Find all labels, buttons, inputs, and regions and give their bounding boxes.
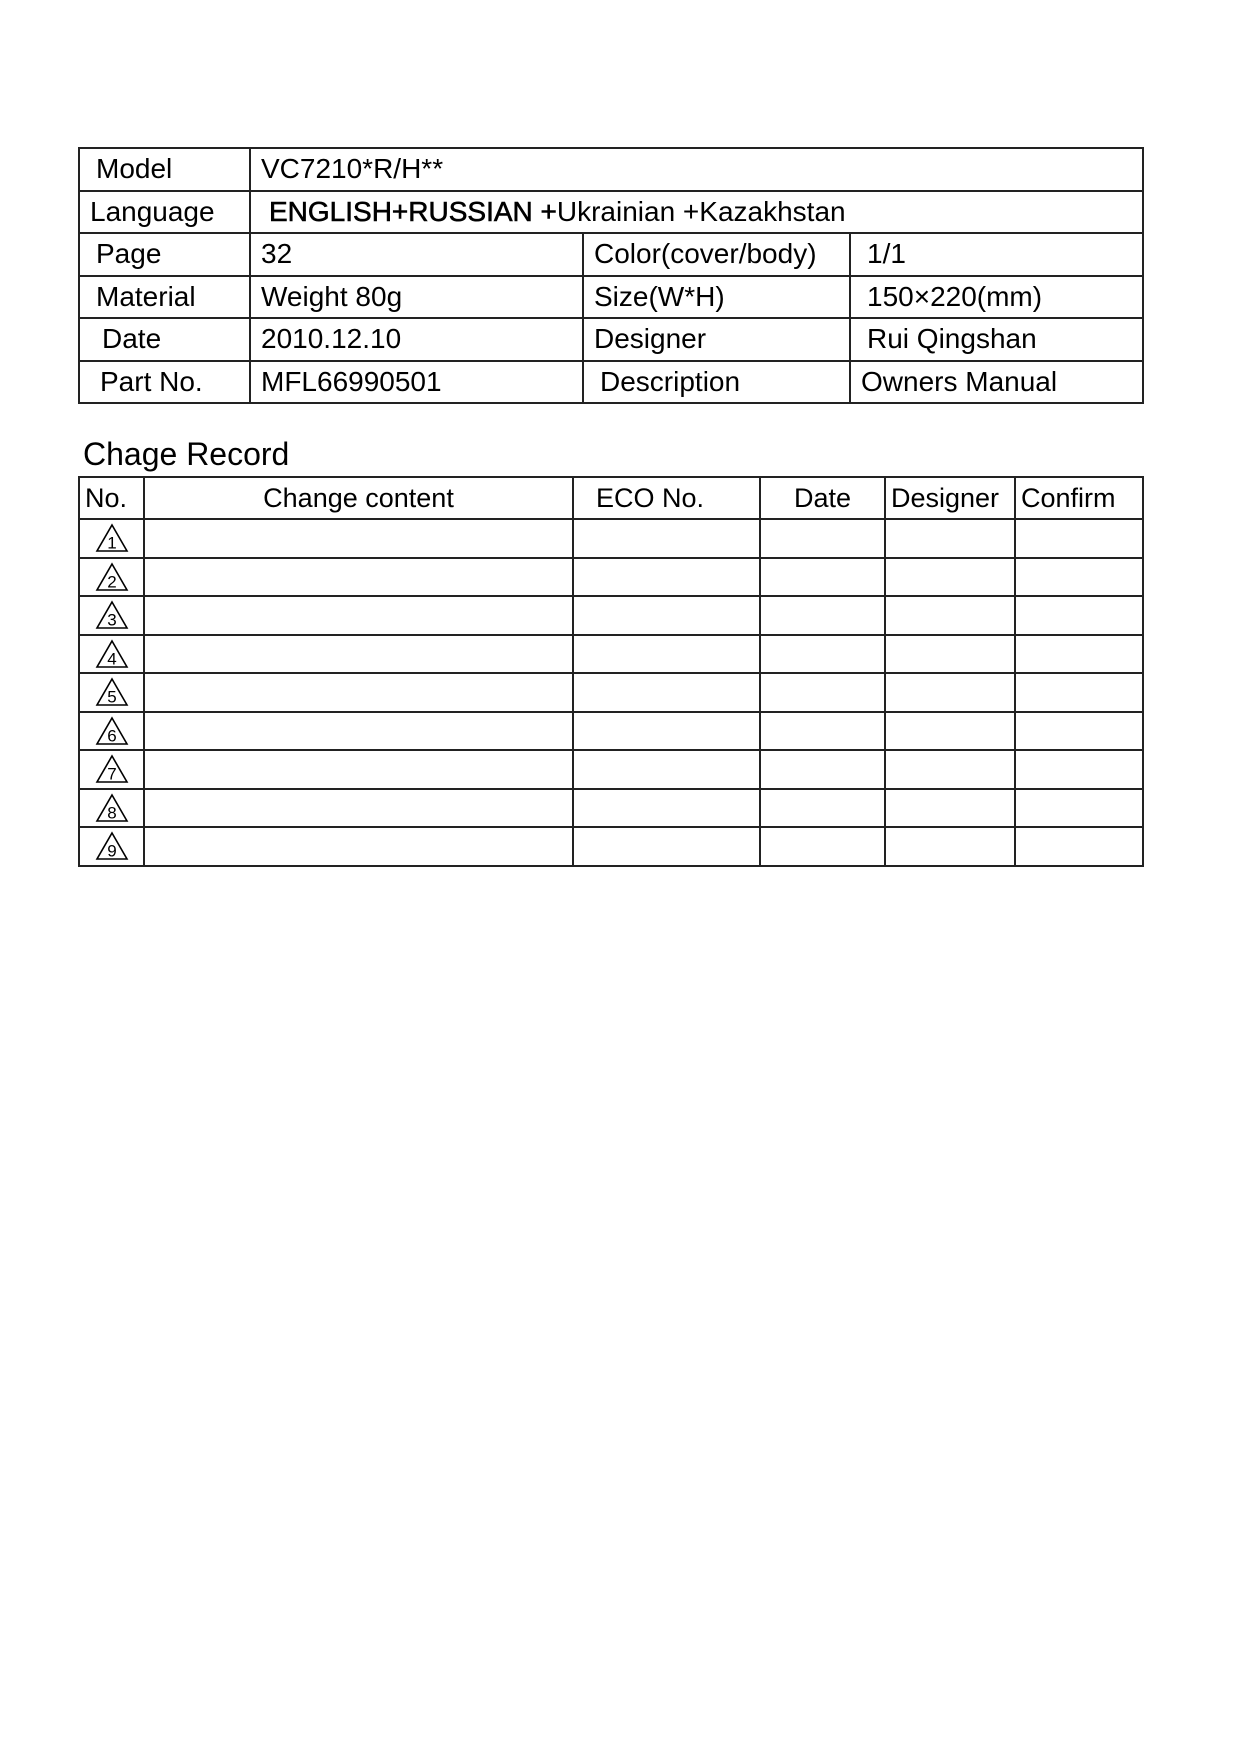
date-value: 2010.12.10 bbox=[250, 318, 583, 361]
material-value: Weight 80g bbox=[250, 276, 583, 319]
header-designer: Designer bbox=[885, 477, 1015, 519]
table-row bbox=[79, 596, 1143, 635]
header-confirm: Confirm bbox=[1015, 477, 1143, 519]
eco-no-cell bbox=[573, 596, 760, 635]
revision-number: 9 bbox=[106, 841, 117, 861]
designer-cell bbox=[885, 519, 1015, 558]
revision-number: 1 bbox=[106, 533, 117, 553]
page-value: 32 bbox=[250, 233, 583, 276]
table-row bbox=[79, 673, 1143, 712]
date-cell bbox=[760, 519, 885, 558]
material-label: Material bbox=[79, 276, 250, 319]
header-change-content: Change content bbox=[144, 477, 573, 519]
revision-number: 7 bbox=[106, 764, 117, 784]
date-cell bbox=[760, 558, 885, 597]
part-no-value: MFL66990501 bbox=[250, 361, 583, 404]
designer-cell bbox=[885, 673, 1015, 712]
revision-triangle-icon bbox=[95, 754, 129, 784]
eco-no-cell bbox=[573, 750, 760, 789]
language-label: Language bbox=[79, 191, 250, 234]
confirm-cell bbox=[1015, 519, 1143, 558]
revision-number: 4 bbox=[106, 649, 117, 669]
spec-row-part-no bbox=[79, 361, 1143, 404]
revision-number-cell bbox=[79, 635, 144, 674]
color-value: 1/1 bbox=[850, 233, 1143, 276]
revision-number: 3 bbox=[106, 610, 117, 630]
header-date: Date bbox=[760, 477, 885, 519]
confirm-cell bbox=[1015, 673, 1143, 712]
spec-row-page bbox=[79, 233, 1143, 276]
eco-no-cell bbox=[573, 712, 760, 751]
designer-cell bbox=[885, 827, 1015, 866]
revision-number-cell bbox=[79, 712, 144, 751]
change-content-cell bbox=[144, 789, 573, 828]
confirm-cell bbox=[1015, 558, 1143, 597]
designer-cell bbox=[885, 712, 1015, 751]
revision-number-cell bbox=[79, 789, 144, 828]
revision-number: 6 bbox=[106, 726, 117, 746]
spec-row-model bbox=[79, 148, 1143, 191]
revision-number: 5 bbox=[106, 687, 117, 707]
confirm-cell bbox=[1015, 750, 1143, 789]
designer-label: Designer bbox=[583, 318, 850, 361]
part-no-label: Part No. bbox=[79, 361, 250, 404]
date-cell bbox=[760, 789, 885, 828]
page-label: Page bbox=[79, 233, 250, 276]
eco-no-cell bbox=[573, 519, 760, 558]
header-eco-no: ECO No. bbox=[573, 477, 760, 519]
language-value bbox=[250, 191, 1143, 234]
description-label: Description bbox=[583, 361, 850, 404]
eco-no-cell bbox=[573, 673, 760, 712]
change-content-cell bbox=[144, 712, 573, 751]
change-content-cell bbox=[144, 750, 573, 789]
date-cell bbox=[760, 827, 885, 866]
change-record-table bbox=[78, 476, 1144, 867]
change-record-title: Chage Record bbox=[83, 436, 290, 472]
revision-number-cell bbox=[79, 673, 144, 712]
revision-number: 2 bbox=[106, 572, 117, 592]
revision-triangle-icon bbox=[95, 523, 129, 553]
language-value-bold: ENGLISH+RUSSIAN + bbox=[269, 195, 557, 227]
table-row bbox=[79, 635, 1143, 674]
table-row bbox=[79, 712, 1143, 751]
revision-number-cell bbox=[79, 750, 144, 789]
table-row bbox=[79, 558, 1143, 597]
table-row bbox=[79, 827, 1143, 866]
revision-number-cell bbox=[79, 558, 144, 597]
eco-no-cell bbox=[573, 827, 760, 866]
language-value-rest: Ukrainian +Kazakhstan bbox=[556, 195, 846, 227]
designer-cell bbox=[885, 635, 1015, 674]
designer-cell bbox=[885, 750, 1015, 789]
table-row bbox=[79, 750, 1143, 789]
color-label: Color(cover/body) bbox=[583, 233, 850, 276]
spec-table bbox=[78, 147, 1144, 404]
confirm-cell bbox=[1015, 596, 1143, 635]
designer-cell bbox=[885, 789, 1015, 828]
table-row bbox=[79, 519, 1143, 558]
change-content-cell bbox=[144, 558, 573, 597]
confirm-cell bbox=[1015, 827, 1143, 866]
revision-number: 8 bbox=[106, 803, 117, 823]
date-cell bbox=[760, 635, 885, 674]
date-label: Date bbox=[79, 318, 250, 361]
model-value: VC7210*R/H** bbox=[250, 148, 1143, 191]
confirm-cell bbox=[1015, 789, 1143, 828]
date-cell bbox=[760, 712, 885, 751]
revision-triangle-icon bbox=[95, 677, 129, 707]
designer-cell bbox=[885, 596, 1015, 635]
revision-triangle-icon bbox=[95, 716, 129, 746]
revision-number-cell bbox=[79, 596, 144, 635]
revision-triangle-icon bbox=[95, 600, 129, 630]
change-content-cell bbox=[144, 519, 573, 558]
date-cell bbox=[760, 673, 885, 712]
description-value: Owners Manual bbox=[850, 361, 1143, 404]
designer-value: Rui Qingshan bbox=[850, 318, 1143, 361]
eco-no-cell bbox=[573, 789, 760, 828]
revision-triangle-icon bbox=[95, 562, 129, 592]
model-label: Model bbox=[79, 148, 250, 191]
change-record-body bbox=[79, 519, 1143, 866]
size-value: 150×220(mm) bbox=[850, 276, 1143, 319]
date-cell bbox=[760, 596, 885, 635]
change-content-cell bbox=[144, 596, 573, 635]
revision-number-cell bbox=[79, 519, 144, 558]
revision-triangle-icon bbox=[95, 793, 129, 823]
change-content-cell bbox=[144, 673, 573, 712]
eco-no-cell bbox=[573, 635, 760, 674]
confirm-cell bbox=[1015, 635, 1143, 674]
designer-cell bbox=[885, 558, 1015, 597]
change-content-cell bbox=[144, 827, 573, 866]
revision-triangle-icon bbox=[95, 639, 129, 669]
date-cell bbox=[760, 750, 885, 789]
spec-row-date bbox=[79, 318, 1143, 361]
confirm-cell bbox=[1015, 712, 1143, 751]
spec-row-material bbox=[79, 276, 1143, 319]
revision-triangle-icon bbox=[95, 831, 129, 861]
table-row bbox=[79, 789, 1143, 828]
revision-number-cell bbox=[79, 827, 144, 866]
size-label: Size(W*H) bbox=[583, 276, 850, 319]
eco-no-cell bbox=[573, 558, 760, 597]
header-no: No. bbox=[79, 477, 144, 519]
change-record-header-row bbox=[79, 477, 1143, 519]
change-content-cell bbox=[144, 635, 573, 674]
spec-row-language bbox=[79, 191, 1143, 234]
